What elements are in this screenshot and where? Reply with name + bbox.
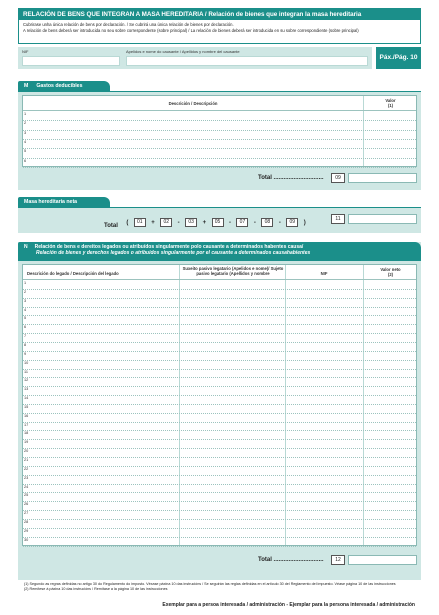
- masa-neta-total-label: Total: [104, 223, 118, 229]
- row-number: 3: [24, 130, 27, 135]
- table-row[interactable]: [23, 369, 416, 370]
- gastos-value-note: (1): [387, 103, 394, 108]
- row-number: 21: [24, 458, 29, 462]
- copy-destination: Exemplar para a persoa interesada / administración - Ejemplar para la persona interesada / administración: [162, 602, 415, 608]
- formula-chip-2: 02: [160, 218, 172, 227]
- table-row[interactable]: [23, 546, 416, 547]
- gastos-table: [22, 95, 417, 167]
- row-number: 2: [24, 121, 27, 126]
- section-n-letter: N: [24, 244, 28, 250]
- table-row[interactable]: [23, 528, 416, 529]
- table-row[interactable]: [23, 510, 416, 511]
- row-number: 3: [24, 298, 27, 303]
- form-header: [18, 8, 421, 44]
- formula-chip-3: 03: [185, 218, 197, 227]
- row-number: 28: [24, 519, 29, 524]
- legados-desc-header: Descrición do legado / Descripción del legado: [27, 271, 119, 276]
- masa-neta-tab: Masa hereditaria neta: [18, 197, 110, 207]
- section-n-title-es: Relación de bienes y derechos legados o atribuidos singularmente por el causante a determinados causahabientes: [36, 250, 311, 256]
- table-row[interactable]: [23, 422, 416, 423]
- section-gastos-deducibles: [18, 81, 421, 190]
- section-n-header: [18, 242, 421, 261]
- row-number: 18: [24, 431, 29, 436]
- formula-chip-6: 08: [261, 218, 273, 227]
- header-instruction-1: Cubrirase unha única relación de bens por declaración. / Se cubrirá una única relación de bienes por declaración.: [23, 22, 234, 27]
- row-number: 5: [24, 149, 27, 154]
- table-row[interactable]: [23, 519, 416, 520]
- row-number: 1: [24, 112, 27, 116]
- table-row[interactable]: [23, 377, 416, 378]
- row-number: 4: [24, 139, 27, 144]
- row-number: 29: [24, 528, 29, 533]
- row-number: 17: [24, 422, 29, 427]
- legados-total-field[interactable]: [348, 555, 417, 565]
- gastos-value-header: Valor: [385, 98, 396, 103]
- table-row[interactable]: [23, 158, 416, 159]
- masa-neta-box-number: 11: [331, 214, 345, 224]
- table-row[interactable]: [23, 130, 416, 131]
- table-row[interactable]: [23, 448, 416, 449]
- section-m-letter: M: [24, 83, 29, 89]
- nif-label: NIF: [22, 49, 29, 54]
- table-row[interactable]: [23, 351, 416, 352]
- table-row[interactable]: [23, 466, 416, 467]
- formula-chip-5: 07: [236, 218, 248, 227]
- table-row[interactable]: [23, 492, 416, 493]
- row-number: 10: [24, 360, 29, 365]
- section-n-title-gl: Relación de bens e dereitos legados ou atribuídos singularmente polo causante a determinados habentes causa/: [34, 244, 304, 250]
- row-number: 23: [24, 475, 29, 480]
- table-row[interactable]: [23, 139, 416, 140]
- legados-table: [22, 264, 417, 546]
- gastos-total-box-number: 09: [331, 173, 345, 183]
- table-row[interactable]: [23, 475, 416, 476]
- section-m-title: Gastos deducibles: [36, 83, 83, 89]
- row-number: 7: [24, 334, 27, 339]
- row-number: 2: [24, 289, 27, 294]
- row-number: 20: [24, 449, 29, 454]
- table-row[interactable]: [23, 333, 416, 334]
- row-number: 30: [24, 537, 29, 542]
- row-number: 13: [24, 387, 29, 392]
- table-row[interactable]: [23, 324, 416, 325]
- gastos-desc-header: Descrición / Descripción: [168, 101, 218, 106]
- row-number: 27: [24, 511, 29, 516]
- footnotes: [24, 582, 419, 592]
- row-number: 4: [24, 307, 27, 312]
- legados-value-note: (2): [387, 272, 394, 277]
- row-number: 24: [24, 484, 29, 489]
- table-row[interactable]: [23, 386, 416, 387]
- row-number: 15: [24, 404, 29, 409]
- row-number: 26: [24, 502, 29, 507]
- legados-value-header: Valor neto: [380, 267, 401, 272]
- table-row[interactable]: [23, 120, 416, 121]
- table-row[interactable]: [23, 342, 416, 343]
- formula-chip-1: 01: [134, 218, 146, 227]
- footnote-1: (1) Segundo as regras definidas no artigo 30 do Regulamento do imposto. Véxase páxina 10 das instrucións / Se seguirán las reglas definidas en el artículo 30 del Reglamento del impuesto. Véase página 10 de las instrucciones: [24, 582, 396, 586]
- section-bens-legados: [18, 242, 421, 580]
- nif-field[interactable]: [22, 56, 120, 66]
- gastos-total-field[interactable]: [348, 173, 417, 183]
- legados-total-box-number: 12: [331, 555, 345, 565]
- table-row[interactable]: [23, 148, 416, 149]
- row-number: 1: [24, 281, 27, 285]
- row-number: 12: [24, 378, 29, 383]
- header-instruction-2: A relación de bens deberá ser introducida no seu sobre correspondente (sobre principal) / La relación de bienes deberá ser introducida en su sobre correspondiente (sobre principal): [23, 28, 359, 33]
- table-row[interactable]: [23, 307, 416, 308]
- legados-subject-header: Suxeito pasivo legatario (Apelidos e nome)/ Sujeto pasivo legatario (Apellidos y nombre: [182, 266, 284, 276]
- row-number: 6: [24, 325, 27, 330]
- table-row[interactable]: [23, 457, 416, 458]
- table-row[interactable]: [23, 404, 416, 405]
- row-number: 22: [24, 466, 29, 471]
- table-row[interactable]: [23, 315, 416, 316]
- row-number: 5: [24, 316, 27, 321]
- row-number: 16: [24, 413, 29, 418]
- row-number: 11: [24, 369, 28, 374]
- table-row[interactable]: [23, 439, 416, 440]
- section-masa-hereditaria-neta: [18, 197, 421, 233]
- row-number: 9: [24, 351, 27, 356]
- masa-neta-field[interactable]: [348, 214, 417, 224]
- row-number: 6: [24, 158, 27, 163]
- gastos-total-label: Total ..............................: [258, 175, 324, 181]
- form-title: RELACIÓN DE BENS QUE INTEGRAN A MASA HEREDITARIA / Relación de bienes que integran la masa hereditaria: [19, 9, 420, 20]
- table-row[interactable]: [23, 360, 416, 361]
- table-row[interactable]: [23, 289, 416, 290]
- causante-name-label: Apelidos e nome do causante / Apellidos y nombre del causante: [126, 49, 240, 54]
- formula-chip-7: 09: [286, 218, 298, 227]
- table-row[interactable]: [23, 298, 416, 299]
- table-row[interactable]: [23, 484, 416, 485]
- row-number: 25: [24, 493, 29, 498]
- table-row[interactable]: [23, 167, 416, 168]
- table-row[interactable]: [23, 537, 416, 538]
- formula-chip-4: 05: [212, 218, 224, 227]
- table-row[interactable]: [23, 395, 416, 396]
- causante-name-field[interactable]: [126, 56, 368, 66]
- row-number: 14: [24, 396, 29, 401]
- legados-nif-header: NIF: [320, 271, 328, 276]
- page-number: Páx./Pág. 10: [376, 47, 421, 69]
- footnote-2: (2) Remítese á páxina 10 das instrucións / Remítase a la página 10 de las instrucciones: [24, 587, 168, 591]
- legados-total-label: Total ..............................: [258, 557, 324, 563]
- row-number: 8: [24, 342, 27, 347]
- section-m-tab: [18, 81, 110, 91]
- table-row[interactable]: [23, 413, 416, 414]
- masa-neta-formula: Total ( 01 + 02 - 03 + 05 - 07 - 08 - 09 ): [104, 219, 306, 229]
- table-row[interactable]: [23, 430, 416, 431]
- row-number: 19: [24, 440, 29, 445]
- table-row[interactable]: [23, 501, 416, 502]
- identification-row: [18, 47, 372, 69]
